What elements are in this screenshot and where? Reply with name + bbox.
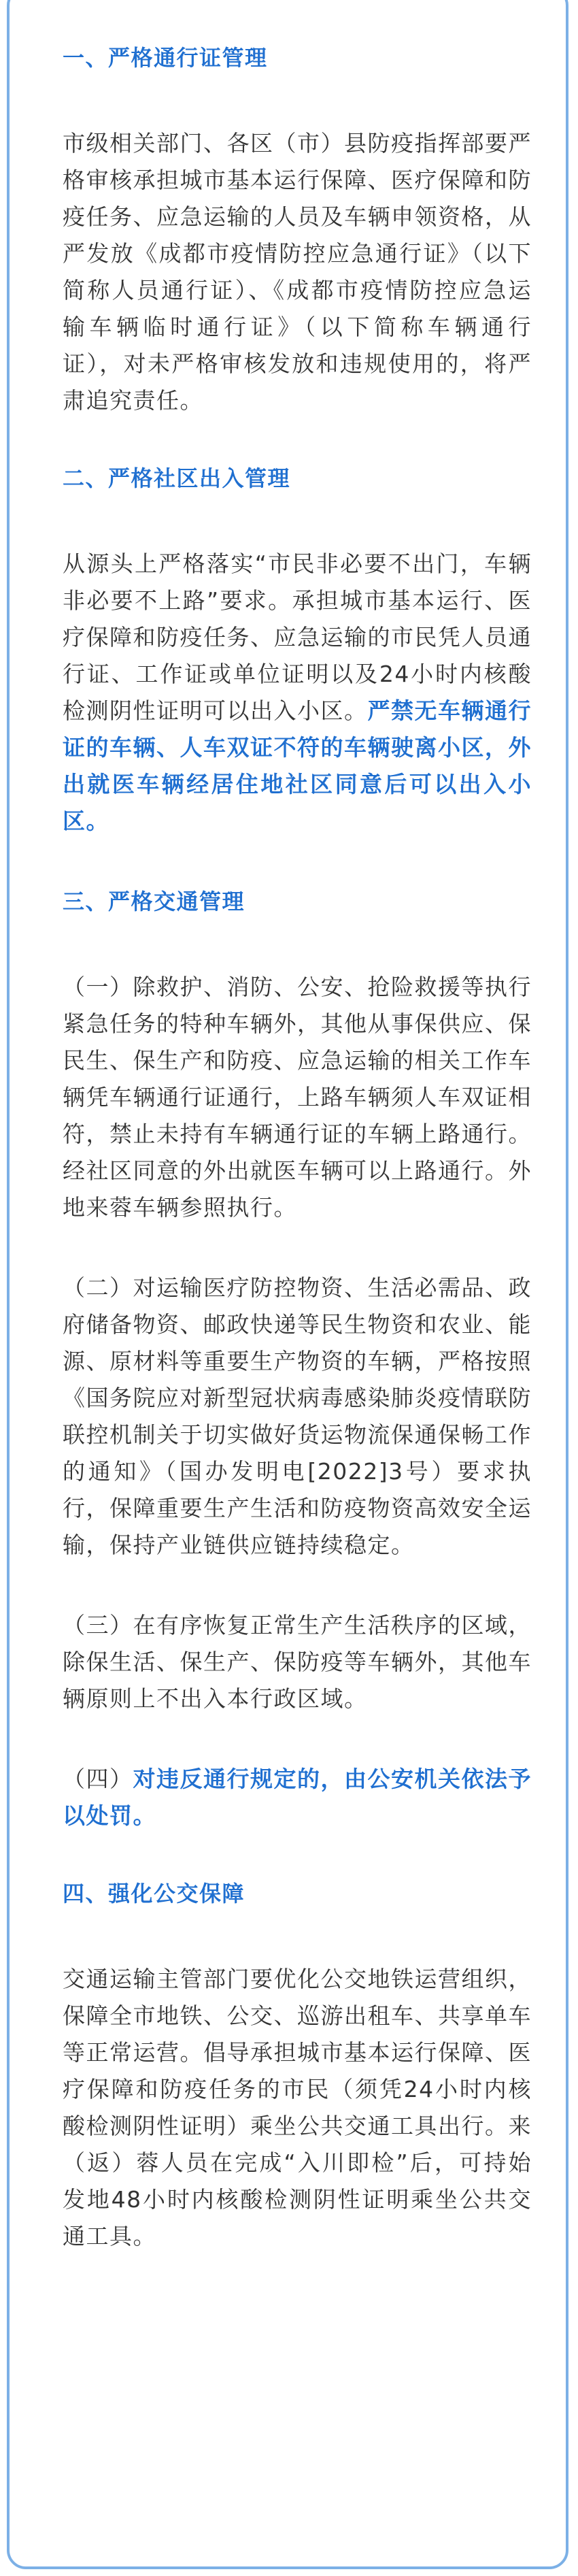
paragraph: 交通运输主管部门要优化公交地铁运营组织，保障全市地铁、公交、巡游出租车、共享单车等正常运营。倡导承担城市基本运行保障、医疗保障和防疫任务的市民（须凭24小时内核酸检测阴性证明）乘坐公共交通工具出行。来（返）蓉人员在完成“入川即检”后，可持始发地48小时内核酸检测阴性证明乘坐公共交通工具。	[63, 1966, 532, 2249]
highlighted-text: 严禁无车辆通行证的车辆、人车双证不符的车辆驶离小区，外出就医车辆经居住地社区同意后可以出入小区。	[63, 697, 532, 834]
paragraph: （二）对运输医疗防控物资、生活必需品、政府储备物资、邮政快递等民生物资和农业、能源、原材料等重要生产物资的车辆，严格按照《国务院应对新型冠状病毒感染肺炎疫情联防联控机制关于切实做好货运物流保通保畅工作的通知》（国办发明电[2022]3号）要求执行，保障重要生产生活和防疫物资高效安全运输，保持产业链供应链持续稳定。	[63, 1274, 532, 1558]
paragraph-prefix: （四）	[63, 1766, 133, 1792]
highlighted-text: 对违反通行规定的，由公安机关依法予以处罚。	[63, 1766, 532, 1829]
paragraph	[63, 1761, 532, 1834]
section-heading: 一、严格通行证管理	[63, 45, 268, 71]
paragraph-text: 从源头上严格落实“市民非必要不出门，车辆非必要不上路”要求。承担城市基本运行、医疗保障和防疫任务、应急运输的市民凭人员通行证、工作证或单位证明以及24小时内核酸检测阴性证明可以出入小区。	[63, 550, 532, 724]
article-body	[63, 39, 532, 2255]
section-heading: 二、严格社区出入管理	[63, 465, 291, 491]
paragraph: （三）在有序恢复正常生产生活秩序的区域，除保生活、保生产、保防疫等车辆外，其他车辆原则上不出入本行政区域。	[63, 1612, 532, 1712]
paragraph	[63, 546, 532, 840]
section-heading: 四、强化公交保障	[63, 1881, 245, 1906]
paragraph: 市级相关部门、各区（市）县防疫指挥部要严格审核承担城市基本运行保障、医疗保障和防疫任务、应急运输的人员及车辆申领资格，从严发放《成都市疫情防控应急通行证》（以下简称人员通行证）、《成都市疫情防控应急运输车辆临时通行证》（以下简称车辆通行证），对未严格审核发放和违规使用的，将严肃追究责任。	[63, 130, 532, 414]
section-heading: 三、严格交通管理	[63, 889, 245, 914]
paragraph: （一）除救护、消防、公安、抢险救援等执行紧急任务的特种车辆外，其他从事保供应、保民生、保生产和防疫、应急运输的相关工作车辆凭车辆通行证通行，上路车辆须人车双证相符，禁止未持有车辆通行证的车辆上路通行。经社区同意的外出就医车辆可以上路通行。外地来蓉车辆参照执行。	[63, 974, 532, 1221]
